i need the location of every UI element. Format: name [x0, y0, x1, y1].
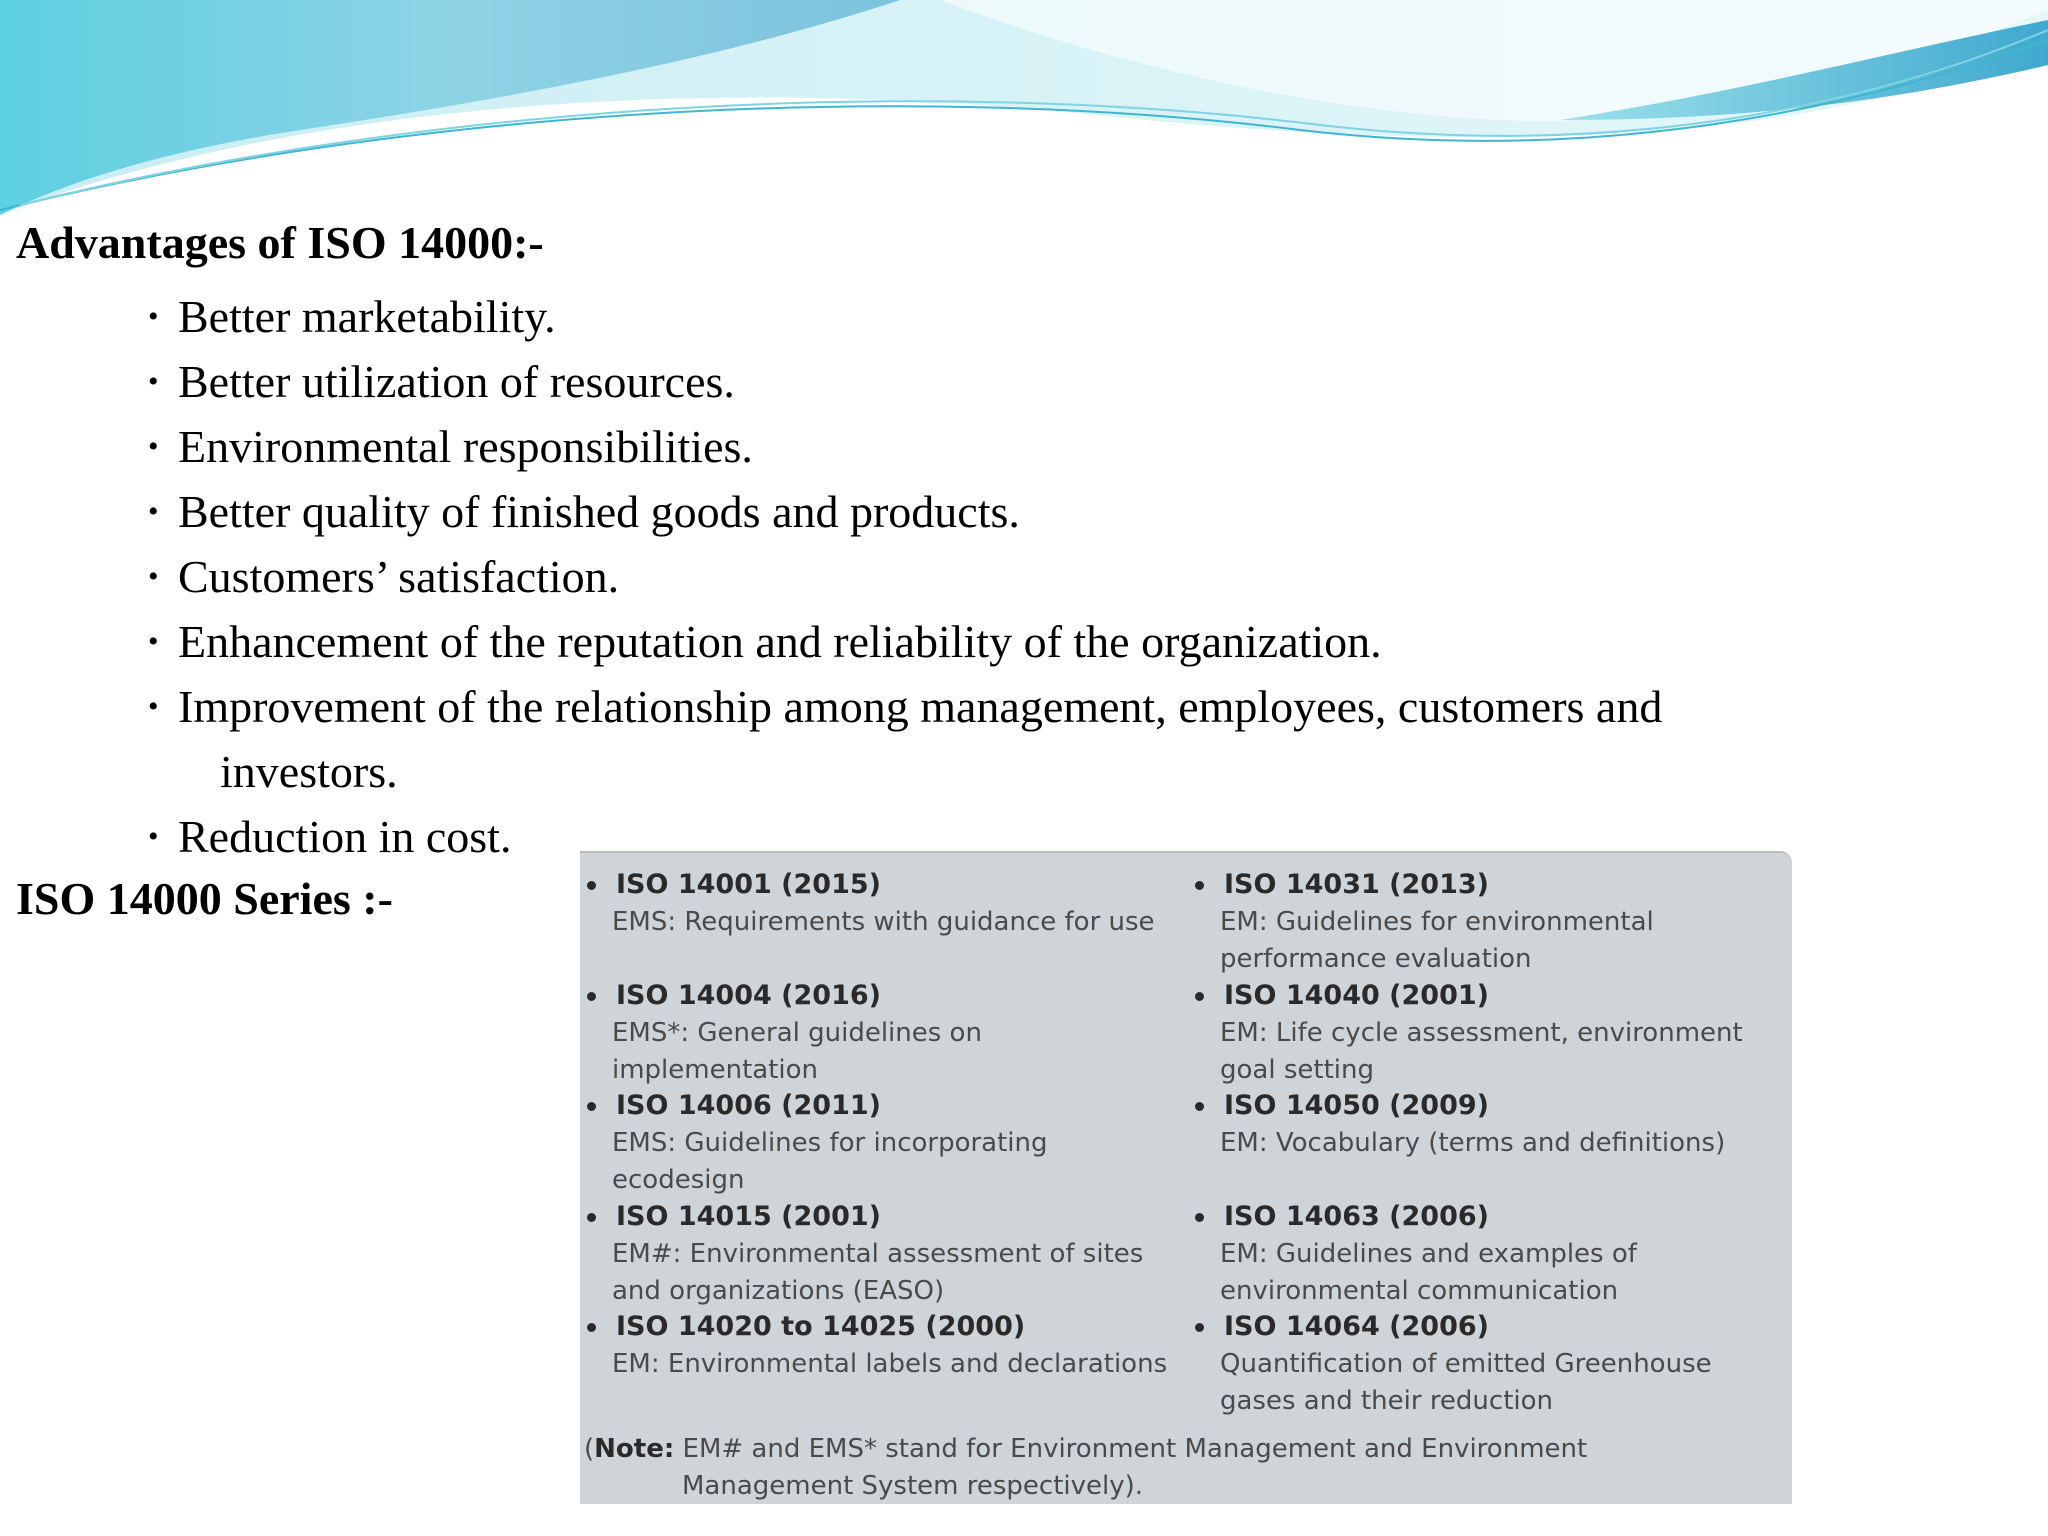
iso-description: EMS: Guidelines for incorporating ecodesign: [612, 1128, 1048, 1195]
list-item-text: Enhancement of the reputation and reliability of the organization.: [178, 616, 1382, 667]
note-line-2: Management System respectively).: [682, 1471, 1144, 1501]
iso-entry: [1192, 867, 1787, 978]
iso-description: EM: Environmental labels and declarations: [612, 1349, 1168, 1379]
iso-entry: [584, 1309, 1184, 1420]
header-wave-decoration: [0, 0, 2048, 240]
iso-code: ISO 14004 (2016): [616, 979, 882, 1011]
bullet-icon: •: [148, 690, 159, 723]
list-item: [148, 479, 1848, 544]
iso-entry: [1192, 1199, 1787, 1310]
advantages-heading: Advantages of ISO 14000:-: [16, 217, 544, 268]
iso-entry: [1192, 1088, 1787, 1199]
iso-description: EM: Guidelines for environmental performance evaluation: [1220, 907, 1654, 974]
bullet-icon: •: [148, 430, 159, 463]
list-item-text: Better quality of finished goods and products.: [178, 486, 1020, 537]
bullet-icon: [587, 1323, 596, 1332]
iso-entry: [584, 1088, 1184, 1199]
iso-series-panel: [580, 851, 1792, 1504]
bullet-icon: [587, 1213, 596, 1222]
iso-description: EMS*: General guidelines on implementation: [612, 1017, 982, 1085]
list-item-text: Customers’ satisfaction.: [178, 551, 620, 602]
bullet-icon: •: [148, 365, 159, 398]
bullet-icon: •: [148, 625, 159, 658]
bullet-icon: [1195, 1102, 1204, 1111]
note-label: Note:: [594, 1434, 675, 1464]
bullet-icon: •: [148, 560, 159, 593]
iso-description: EM: Vocabulary (terms and definitions): [1220, 1128, 1726, 1158]
list-item: [148, 284, 1848, 349]
list-item: [148, 349, 1848, 414]
bullet-icon: •: [148, 495, 159, 528]
iso-description: Quantification of emitted Greenhouse gases and their reduction: [1220, 1349, 1712, 1416]
iso-code: ISO 14015 (2001): [616, 1200, 882, 1232]
list-item-continuation: investors.: [220, 746, 398, 797]
list-item-text: Better marketability.: [178, 291, 556, 342]
bullet-icon: [1195, 1323, 1204, 1332]
iso-note: (Note: EM# and EMS* stand for Environment Management and Environment Management System respectively).: [584, 1431, 1764, 1505]
bullet-icon: [1195, 1213, 1204, 1222]
series-heading: ISO 14000 Series :-: [16, 873, 393, 924]
iso-code: ISO 14064 (2006): [1224, 1311, 1490, 1342]
iso-code: ISO 14020 to 14025 (2000): [616, 1311, 1026, 1342]
bullet-icon: [587, 881, 596, 890]
iso-entry: [1192, 1309, 1787, 1420]
iso-entry: [584, 978, 1184, 1089]
bullet-icon: [1195, 992, 1204, 1001]
iso-code: ISO 14001 (2015): [616, 869, 882, 900]
bullet-icon: [1195, 881, 1204, 890]
iso-code: ISO 14040 (2001): [1224, 979, 1490, 1011]
iso-code: ISO 14050 (2009): [1224, 1090, 1490, 1121]
list-item: [148, 414, 1848, 479]
bullet-icon: [587, 1102, 596, 1111]
iso-code: ISO 14006 (2011): [616, 1090, 882, 1121]
list-item-text: Environmental responsibilities.: [178, 421, 753, 472]
advantages-list: [148, 284, 1848, 869]
bullet-icon: •: [148, 300, 159, 333]
iso-description: EM#: Environmental assessment of sites and organizations (EASO): [612, 1238, 1144, 1306]
list-item: [148, 674, 1848, 804]
bullet-icon: •: [148, 820, 159, 853]
bullet-icon: [587, 992, 596, 1001]
list-item-text: Better utilization of resources.: [178, 356, 735, 407]
iso-description: EMS: Requirements with guidance for use: [612, 907, 1155, 937]
list-item: [148, 544, 1848, 609]
iso-code: ISO 14031 (2013): [1224, 869, 1490, 900]
iso-entry: [1192, 978, 1787, 1089]
note-line-1: EM# and EMS* stand for Environment Management and Environment: [682, 1434, 1588, 1464]
iso-description: EM: Life cycle assessment, environment goal setting: [1220, 1017, 1743, 1085]
list-item: [148, 609, 1848, 674]
list-item-text: Improvement of the relationship among management, employees, customers and: [178, 681, 1663, 732]
iso-code: ISO 14063 (2006): [1224, 1200, 1490, 1232]
iso-entry: [584, 1199, 1184, 1310]
iso-entry: [584, 867, 1184, 978]
iso-left-column: [584, 867, 1184, 1420]
iso-description: EM: Guidelines and examples of environmental communication: [1220, 1238, 1637, 1306]
iso-right-column: [1192, 867, 1787, 1420]
list-item-text: Reduction in cost.: [178, 811, 512, 862]
